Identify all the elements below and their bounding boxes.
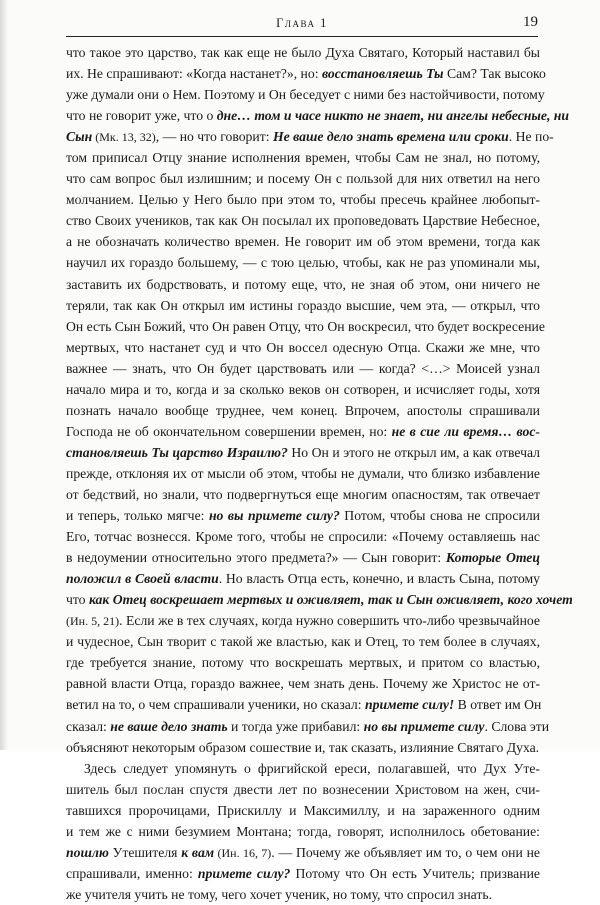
body-text: а не обозначать количество времен. Не говорит им об этом времени, тогда как [66, 234, 540, 250]
emphasis-text: как Отец воскрешает мертвых и оживляет, так и Сын оживляет, кого хочет [88, 592, 573, 608]
body-text: что не говорит уже, что о [66, 108, 217, 124]
body-text: их. Не спрашивают: «Когда настанет?», но: [66, 66, 322, 82]
text-line [66, 863, 540, 884]
emphasis-text: пошлю [66, 844, 109, 860]
text-line [66, 147, 540, 168]
body-text: и тогда уже прибавил: [227, 718, 364, 734]
emphasis-text: Которые Отец [445, 550, 540, 566]
body-text: . Слова эти [484, 718, 550, 734]
body-text: . Если же в тех случаях, когда нужно совершить что-либо чрезвычайное [119, 613, 540, 629]
emphasis-text: Сын [66, 129, 93, 145]
body-text: начало мира и то, когда и за сколько веков он сотворен, и исчисляет годы, хотя [66, 381, 540, 397]
text-line [66, 252, 540, 273]
body-text: ство Своих учеников, так как Он посылал их проповедовать Царствие Небесное, [66, 213, 540, 229]
body-text: Сам? Так высоко [443, 66, 546, 82]
body-text: , — но что говорит: [155, 129, 273, 145]
emphasis-text: но вы примете силу [363, 718, 485, 734]
body-text: сказал: [66, 718, 111, 734]
text-line [66, 463, 540, 484]
page-gutter-shadow [0, 0, 8, 750]
text-line [66, 631, 540, 652]
body-text: уже думали они о Нем. Поэтому и Он беседует с ними без настойчивости, потому [66, 87, 545, 103]
text-line [66, 505, 540, 526]
text-line [66, 316, 545, 337]
body-text: теряли, так как Он открыл им истины гораздо высшие, чем эта, — открыл, что [66, 297, 540, 313]
text-line [66, 842, 540, 863]
body-text: спрашивали, именно: [66, 865, 198, 881]
text-line [66, 358, 540, 379]
body-text: Но Он и этого не открыл им, а как отвечал [287, 444, 540, 460]
emphasis-text: к вам [181, 844, 215, 860]
text-line [66, 568, 540, 589]
body-text: . Не по- [508, 129, 554, 145]
body-text: Утешителя [108, 844, 182, 860]
text-line [66, 295, 540, 316]
text-line [66, 610, 540, 631]
text-line [66, 231, 540, 252]
emphasis-text: положил в Своей власти [66, 571, 219, 587]
body-text: заставить их бодрствовать, и потому еще, что, не зная об этом, они ничего не [66, 276, 540, 292]
body-text: Потом, чтобы снова не спросили [339, 508, 540, 524]
text-line [66, 484, 540, 505]
body-text: научил их гораздо большему, — с тою целью, чтобы, как не раз упоминали мы, [66, 255, 540, 271]
body-text: где требуется знание, потому что воскрешать мертвых, и притом со властью, [66, 655, 540, 671]
text-line [66, 716, 550, 737]
emphasis-text: но вы примете силу? [208, 508, 340, 524]
text-line [66, 421, 540, 442]
page-body-text [66, 42, 573, 905]
citation-text: (Мк. 13, 32) [92, 130, 156, 145]
emphasis-text: примете силу? [197, 865, 291, 881]
body-text: том приписал Отцу знание исполнения времен, чтобы Сам не знал, но потому, [66, 150, 540, 166]
text-line [66, 210, 540, 231]
body-text: объясняют некоторым образом сошествие и, так сказать, излияние Святаго Духа. [66, 739, 540, 755]
body-text: важнее — знать, что Он будет царствовать или — когда? <…> Моисей узнал [66, 360, 540, 376]
text-line [66, 589, 573, 610]
body-text: равной власти Отца, гораздо важнее, чем знать день. Почему же Христос не от- [66, 676, 540, 692]
body-text: прежде, отклоняя их от мысли об этом, чтобы не думали, что близко избавление [66, 465, 540, 481]
text-line [66, 652, 540, 673]
text-line [66, 547, 540, 568]
emphasis-text: не ваше дело знать [110, 718, 228, 734]
text-line [66, 758, 540, 779]
text-line [66, 274, 540, 295]
body-text: что сам вопрос был излишним; и посему Он с пользой для них ответил на него [66, 171, 540, 187]
body-text: Его, тотчас вознесся. Кроме того, чтобы не спросили: «Почему оставляешь нас [66, 529, 540, 545]
text-line [66, 526, 540, 547]
emphasis-text: становляешь Ты царство Израилю? [66, 444, 288, 460]
citation-text: (Ин. 5, 21) [66, 614, 120, 629]
body-text: в недоумении относительно этого предмета?» — Сын говорит: [66, 550, 446, 566]
text-line [66, 821, 540, 842]
body-text: и чудесное, Сын творит с такой же властью, как и Отец, то тем более в случаях, [66, 634, 540, 650]
text-line [66, 168, 540, 189]
body-text: В ответ им Он [454, 697, 542, 713]
body-text: . Но власть Отца есть, конечно, и власть Сына, потому [218, 571, 540, 587]
body-text: Здесь следует упомянуть о фригийской ереси, полагавшей, что Дух Уте- [84, 760, 540, 776]
body-text: шитель был послан спустя двести лет по вознесении Христовом на жен, счи- [66, 781, 540, 797]
text-line [66, 379, 540, 400]
text-line [66, 737, 540, 758]
body-text: от бедствий, но знали, что подвергнуться еще многим опасностям, так отвечает [66, 486, 540, 502]
emphasis-text: не в сие ли время… вос- [391, 423, 540, 439]
text-line [66, 884, 540, 905]
body-text: Потому что Он есть Учитель; призвание [290, 865, 540, 881]
chapter-title: Глава 1 [276, 16, 328, 30]
text-line [66, 673, 540, 694]
emphasis-text: дне… том и часе никто не знает, ни ангелы небесные, ни [216, 108, 569, 124]
body-text: познать начало вообще труднее, чем конец. Впрочем, апостолы спрашивали [66, 402, 540, 418]
text-line [66, 84, 545, 105]
running-header [66, 14, 538, 37]
text-line [66, 800, 540, 821]
text-line [66, 442, 540, 463]
body-text: что [66, 592, 89, 608]
page-number: 19 [523, 14, 538, 30]
body-text: и тем же с ними безумием Монтана; тогда, говорят, исполнилось обетование: [66, 823, 540, 839]
text-line [66, 400, 540, 421]
body-text: ветил на то, о чем спрашивали ученики, но сказал: [66, 697, 365, 713]
body-text: мертвых, что настанет суд и что Он воссел одесную Отца. Скажи же мне, что [66, 339, 540, 355]
body-text: Господа не об окончательном совершении времен, но: [66, 423, 392, 439]
body-text: Он есть Сын Божий, что Он равен Отцу, что Он воскресил, что будет воскресение [66, 318, 545, 334]
body-text: . — Почему же объявляет им то, о чем они не [271, 844, 540, 860]
text-line [66, 63, 546, 84]
emphasis-text: восстановляешь Ты [321, 66, 444, 82]
body-text: и теперь, только мягче: [66, 508, 209, 524]
text-line [66, 779, 540, 800]
body-text: молчанием. Целью у Него было при этом то, чтобы пресечь крайнее любопыт- [66, 192, 540, 208]
text-line [66, 126, 554, 147]
emphasis-text: Не ваше дело знать времена или сроки [272, 129, 509, 145]
body-text: тавшихся пророчицами, Прискиллу и Максимиллу, и на зараженного одним [66, 802, 540, 818]
text-line [66, 189, 540, 210]
emphasis-text: примете силу! [365, 697, 455, 713]
body-text: что такое это царство, так как еще не было Духа Святаго, Который наставил бы [66, 45, 540, 60]
text-line [66, 105, 569, 126]
citation-text: (Ин. 16, 7) [214, 845, 272, 860]
body-text: же учителя учить не тому, чего хочет ученик, но тому, что спросил знать. [66, 886, 493, 902]
text-line [66, 42, 540, 63]
text-line [66, 337, 540, 358]
text-line [66, 694, 540, 715]
